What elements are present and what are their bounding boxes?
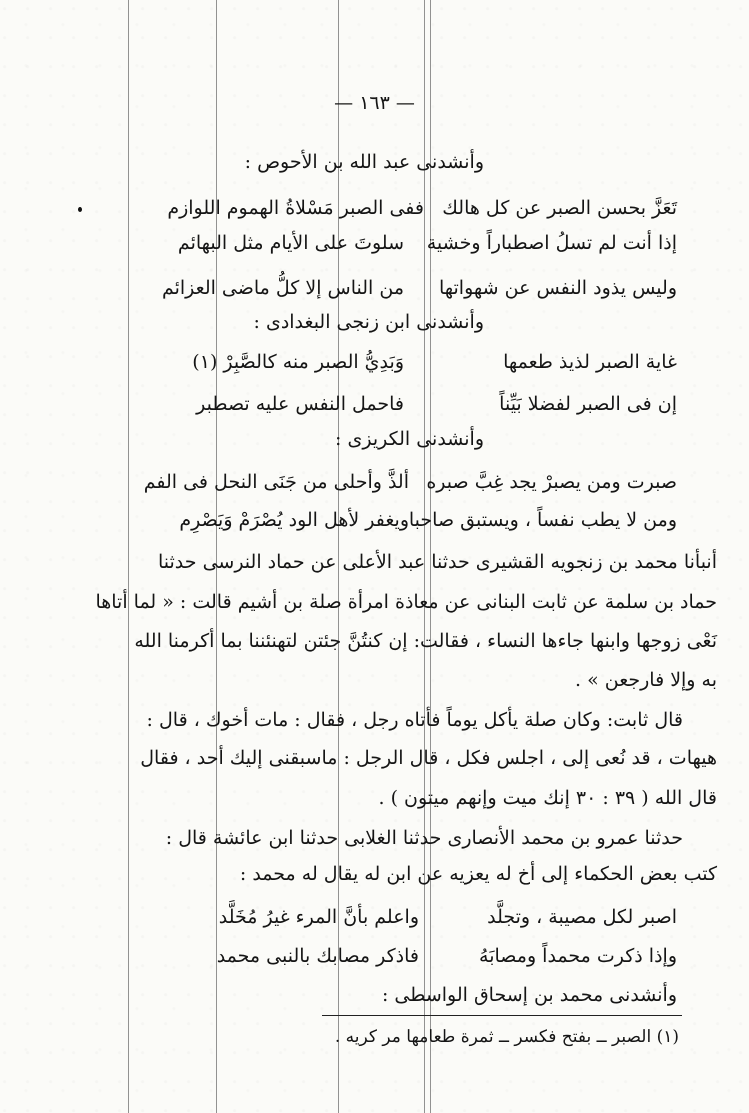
prose-line: حماد بن سلمة عن ثابت البنانى عن معاذة امرأة صلة بن أشيم قالت : « لما أتاها (95, 591, 717, 613)
verse-intro: وأنشدنى ابن زنجى البغدادى : (253, 311, 484, 333)
verse-hemistich-left: واعلم بأنَّ المرء غيرُ مُخَلَّد (218, 906, 419, 928)
prose-line: به وإلا فارجعن » . (574, 669, 717, 691)
verse-hemistich-left: ففى الصبر مَسْلاةُ الهموم اللوازم (167, 197, 424, 219)
verse-hemistich-right: إذا أنت لم تسلُ اصطباراً وخشية (426, 232, 677, 254)
verse-hemistich-left: سلوتَ على الأيام مثل البهائم (177, 232, 404, 254)
verse-hemistich-right: إن فى الصبر لفضلا بَيِّناً (499, 393, 677, 415)
prose-line: نَعْى زوجها وابنها جاءها النساء ، فقالت: إن كنتُنَّ جئتن لتهنئننا بما أكرمنا الله (134, 630, 717, 652)
ink-speck (78, 207, 82, 212)
verse-hemistich-right: تَعَزَّ بحسن الصبر عن كل هالك (442, 197, 677, 219)
verse-intro: وأنشدنى عبد الله بن الأحوص : (244, 151, 484, 173)
scan-margin-line (128, 0, 129, 1113)
prose-line: حدثنا عمرو بن محمد الأنصارى حدثنا الغلابى حدثنا ابن عائشة قال : (165, 827, 683, 849)
verse-hemistich-left: فاحمل النفس عليه تصطبر (196, 393, 404, 415)
prose-line: كتب بعض الحكماء إلى أخ له يعزيه عن ابن له يقال له محمد : (239, 863, 717, 885)
verse-intro: وأنشدنى محمد بن إسحاق الواسطى : (381, 984, 677, 1006)
verse-hemistich-right: وليس يذود النفس عن شهواتها (438, 277, 677, 299)
verse-hemistich-left: من الناس إلا كلُّ ماضى العزائم (161, 277, 404, 299)
prose-line: قال الله ( ٣٩ : ٣٠ إنك ميت وإنهم ميتون ) . (378, 787, 717, 809)
page-number: — ١٦٣ — (334, 92, 415, 114)
prose-line: هيهات ، قد نُعى إلى ، اجلس فكل ، قال الرجل : ماسبقنى إليك أحد ، فقال (140, 747, 717, 769)
footnote: (١) الصبر ــ بفتح فكسر ــ ثمرة طعامها مر كريه . (334, 1027, 679, 1047)
verse-hemistich-right: وإذا ذكرت محمداً ومصابَهُ (479, 945, 677, 967)
verse-hemistich-left: ويغفر لأهل الود يُصْرَمْ وَيَصْرِم (179, 509, 409, 531)
verse-hemistich-left: فاذكر مصابك بالنبى محمد (216, 945, 419, 967)
verse-hemistich-right: ومن لا يطب نفساً ، ويستبق صاحبا (408, 509, 677, 531)
verse-hemistich-left: ألذَّ وأحلى من جَنَى النحل فى الفم (143, 471, 409, 493)
verse-hemistich-right: غاية الصبر لذيذ طعمها (503, 351, 677, 373)
verse-hemistich-left: وَبَدِيُّ الصبر منه كالصَّبِرْ (١) (192, 351, 404, 373)
footnote-divider (322, 1015, 682, 1016)
verse-hemistich-right: اصبر لكل مصيبة ، وتجلَّد (487, 906, 677, 928)
prose-line: أنبأنا محمد بن زنجويه القشيرى حدثنا عبد الأعلى عن حماد النرسى حدثنا (158, 551, 717, 573)
verse-intro: وأنشدنى الكريزى : (335, 428, 484, 450)
prose-line: قال ثابت: وكان صلة يأكل يوماً فأتاه رجل ، فقال : مات أخوك ، قال : (146, 709, 683, 731)
verse-hemistich-right: صبرت ومن يصبرْ يجد غِبَّ صبره (426, 471, 677, 493)
